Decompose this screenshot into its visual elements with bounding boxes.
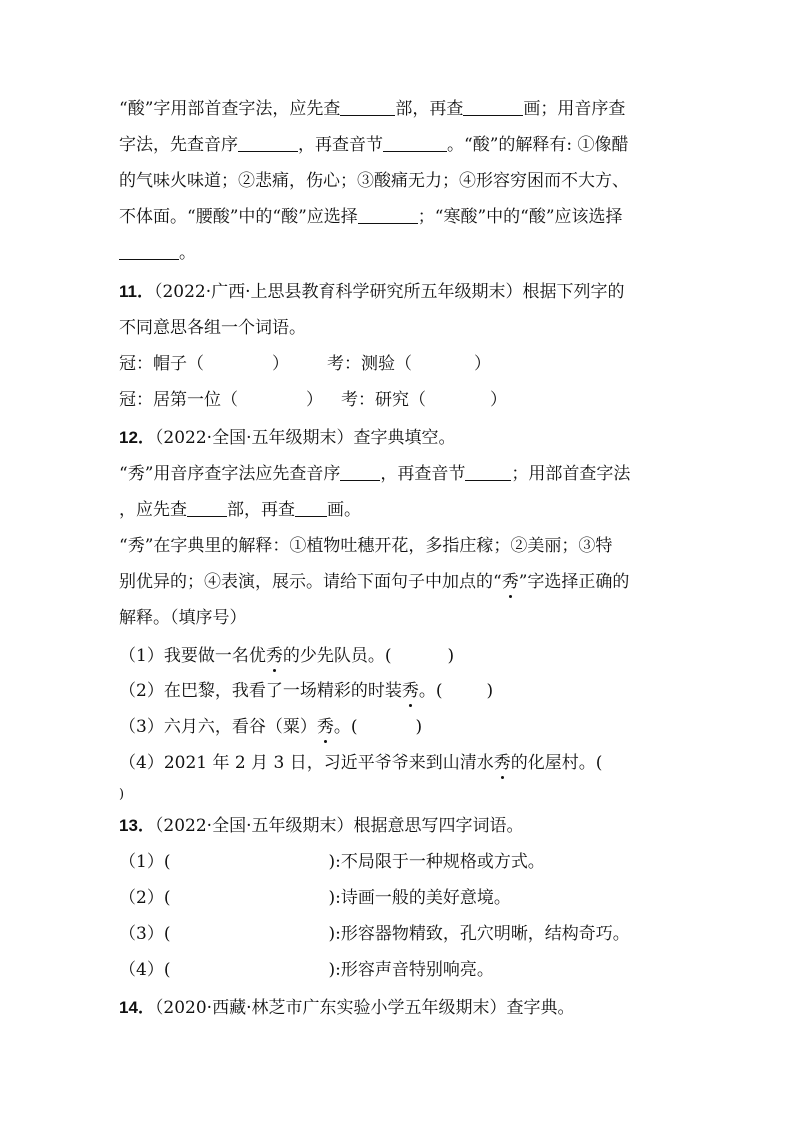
- answer-blank[interactable]: [465, 464, 511, 481]
- q11-text: 考：研究（: [341, 390, 426, 410]
- q11-text: ）: [490, 390, 507, 410]
- q12-text: ): [415, 717, 423, 737]
- question-number: 14．: [119, 998, 155, 1017]
- q12-sentence-3: [119, 716, 422, 738]
- answer-blank[interactable]: [340, 464, 380, 481]
- q13-item-4: [119, 959, 494, 981]
- dotted-character: 秀: [493, 753, 511, 773]
- question-source: （2020·西藏·林芝市广东实验小学五年级期末）查字典。: [154, 998, 575, 1018]
- question-source: （2022·广西·上思县教育科学研究所五年级期末）根据下列字的: [153, 282, 625, 302]
- answer-blank[interactable]: [295, 500, 327, 517]
- q13-item-2: [119, 887, 511, 909]
- q12-line-4: [119, 571, 629, 593]
- q11-text: 冠：居第一位（: [119, 390, 238, 410]
- q10-text: ，再查音节: [298, 135, 383, 155]
- q12-text: 的化屋村。(: [510, 753, 603, 773]
- q10-line-4: [119, 206, 623, 228]
- dotted-character: 秀: [501, 572, 519, 592]
- q13-text: ):不局限于一种规格或方式。: [328, 852, 545, 872]
- q12-text: 部，再查: [227, 500, 295, 520]
- q11-row-2: [119, 389, 507, 411]
- q13-text: ):形容器物精致，孔穴明晰，结构奇巧。: [328, 924, 630, 944]
- q12-header: [119, 427, 456, 449]
- q13-header: [119, 815, 524, 837]
- q11-text: ）: [272, 354, 289, 374]
- q11-header: [119, 281, 625, 303]
- q12-text: ”字选择正确的: [518, 572, 630, 592]
- q12-sentence-4-close: ): [119, 787, 125, 802]
- answer-blank[interactable]: [187, 500, 227, 517]
- q12-text: （3）六月六，看谷（粟）: [119, 717, 317, 737]
- q10-text: 字法，先查音序: [119, 135, 238, 155]
- q12-line-3: “秀”在字典里的解释：①植物吐穗开花，多指庄稼；②美丽；③特: [119, 536, 613, 556]
- answer-blank[interactable]: [119, 243, 179, 260]
- q11-text: 冠：帽子（: [119, 354, 204, 374]
- q12-text: ): [447, 646, 455, 666]
- q11-text: ）: [474, 354, 491, 374]
- q12-text: （1）我要做一名优: [119, 646, 266, 666]
- q10-text: ；“寒酸”中的“酸”应该选择: [417, 207, 623, 227]
- q12-sentence-4: [119, 752, 602, 774]
- q12-text: 。(: [333, 717, 358, 737]
- dotted-character: 秀: [401, 681, 419, 701]
- q13-item-1: [119, 851, 545, 873]
- q10-line-1: [119, 98, 625, 120]
- q13-text: ):形容声音特别响亮。: [328, 960, 494, 980]
- q10-text: 不体面。“腰酸”中的“酸”应选择: [119, 207, 358, 227]
- answer-blank[interactable]: [383, 135, 447, 152]
- q12-text: “秀”用音序查字法应先查音序: [119, 464, 341, 484]
- q10-text: 。“酸”的解释有: ①像醋: [447, 135, 629, 155]
- q12-line-2: [119, 499, 361, 521]
- q13-text: （3）(: [119, 924, 171, 944]
- q12-text: ，应先查: [119, 500, 187, 520]
- q10-line-2: [119, 134, 629, 156]
- q13-text: （1）(: [119, 852, 171, 872]
- q12-text: （4）2021 年 2 月 3 日，习近平爷爷来到山清水: [119, 753, 494, 773]
- q12-line-1: [119, 463, 630, 485]
- q12-text: ，再查音节: [380, 464, 466, 484]
- q13-item-3: [119, 923, 630, 945]
- q10-text: 。: [179, 243, 196, 263]
- q12-text: 别优异的；④表演，展示。请给下面句子中加点的“: [119, 572, 502, 592]
- question-number: 11．: [119, 282, 154, 301]
- q12-text: 画。: [327, 500, 361, 520]
- q10-line-5: [119, 242, 196, 264]
- q11-text: ）: [306, 390, 323, 410]
- q10-line-3: 的气味火味道；②悲痛，伤心；③酸痛无力；④形容穷困而不大方、: [119, 171, 629, 191]
- q12-sentence-1: [119, 645, 454, 667]
- dotted-character: 秀: [316, 717, 334, 737]
- q11-instruction: 不同意思各组一个词语。: [119, 318, 306, 338]
- q13-text: ):诗画一般的美好意境。: [328, 888, 511, 908]
- q11-text: 考：测验（: [327, 354, 412, 374]
- answer-blank[interactable]: [463, 99, 523, 116]
- q12-text: 的少先队员。(: [282, 646, 392, 666]
- q13-text: （4）(: [119, 960, 171, 980]
- q12-sentence-2: [119, 680, 493, 702]
- answer-blank[interactable]: [238, 135, 298, 152]
- q10-text: “酸”字用部首查字法，应先查: [119, 99, 341, 119]
- q12-text: （2）在巴黎，我看了一场精彩的时装: [119, 681, 402, 701]
- dotted-character: 秀: [265, 646, 283, 666]
- q13-text: （2）(: [119, 888, 171, 908]
- q14-header: [119, 997, 575, 1019]
- q12-text: ): [486, 681, 494, 701]
- question-number: 13．: [119, 816, 155, 835]
- q12-text: 。(: [418, 681, 443, 701]
- answer-blank[interactable]: [358, 207, 418, 224]
- q10-text: 部，再查: [395, 99, 464, 119]
- q12-text: ；用部首查字法: [511, 464, 631, 484]
- question-source: （2022·全国·五年级期末）查字典填空。: [154, 428, 456, 448]
- question-source: （2022·全国·五年级期末）根据意思写四字词语。: [154, 816, 524, 836]
- question-number: 12．: [119, 428, 155, 447]
- q12-line-5: 解释。（填序号）: [119, 608, 247, 628]
- q10-text: 画；用音序查: [523, 99, 626, 119]
- answer-blank[interactable]: [340, 99, 395, 116]
- q11-row-1: [119, 353, 491, 375]
